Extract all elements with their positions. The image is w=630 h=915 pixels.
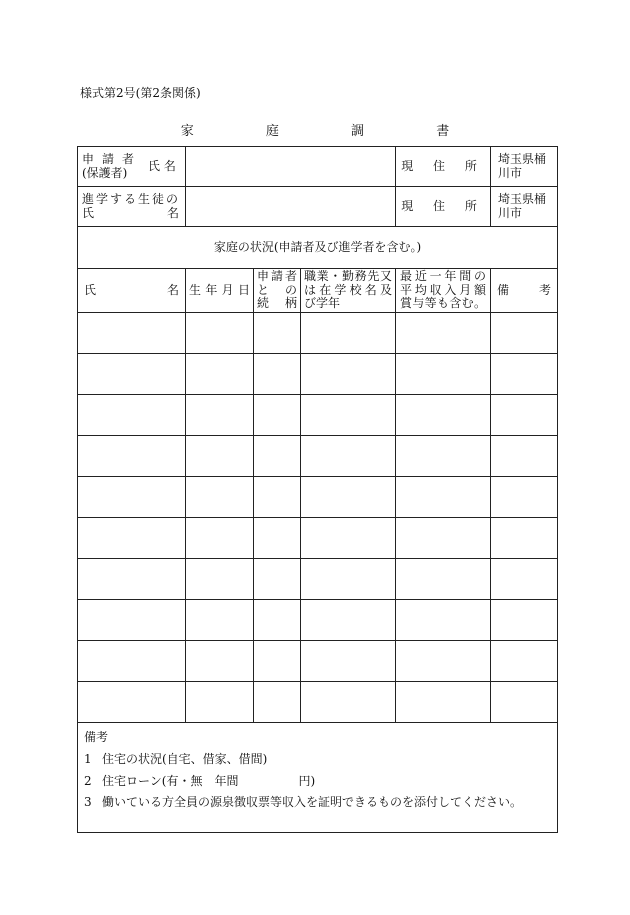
family-relation-cell[interactable] — [254, 559, 301, 600]
family-remarks-cell[interactable] — [491, 436, 558, 477]
family-birthdate-cell[interactable] — [186, 600, 254, 641]
family-occupation-cell[interactable] — [301, 682, 396, 723]
note-number: 2 — [84, 773, 92, 788]
col-header-occupation — [301, 269, 396, 313]
family-remarks-cell[interactable] — [491, 395, 558, 436]
family-birthdate-cell[interactable] — [186, 518, 254, 559]
applicant-address-label: 現 住 所 — [396, 147, 491, 187]
family-relation-cell[interactable] — [254, 641, 301, 682]
note-number: 1 — [84, 751, 92, 766]
col-header-relation-3: 続 柄 — [257, 296, 297, 311]
family-occupation-cell[interactable] — [301, 313, 396, 354]
family-birthdate-cell[interactable] — [186, 354, 254, 395]
family-remarks-cell[interactable] — [491, 682, 558, 723]
family-row — [78, 395, 558, 436]
col-header-occupation-1: 職業・勤務先又 — [304, 268, 393, 283]
family-occupation-cell[interactable] — [301, 600, 396, 641]
col-header-remarks-a: 備 — [497, 282, 510, 297]
student-label-cell — [78, 187, 186, 227]
family-name-cell[interactable] — [78, 436, 186, 477]
note-text: 住宅ローン(有・無 年間 円) — [102, 773, 316, 788]
family-row — [78, 641, 558, 682]
family-income-cell[interactable] — [396, 436, 491, 477]
student-address-field[interactable] — [491, 187, 558, 227]
student-name-label-b: 名 — [166, 205, 179, 220]
col-header-occupation-3: び学年 — [304, 296, 341, 311]
family-name-cell[interactable] — [78, 477, 186, 518]
col-header-relation-1: 申請者 — [257, 268, 297, 283]
family-remarks-cell[interactable] — [491, 354, 558, 395]
student-address-value: 埼玉県桶川市 — [498, 191, 547, 220]
col-header-relation — [254, 269, 301, 313]
family-name-cell[interactable] — [78, 641, 186, 682]
guardian-label: (保護者) — [82, 165, 128, 180]
col-header-name — [78, 269, 186, 313]
note-item — [84, 796, 551, 810]
family-birthdate-cell[interactable] — [186, 313, 254, 354]
family-birthdate-cell[interactable] — [186, 559, 254, 600]
family-remarks-cell[interactable] — [491, 559, 558, 600]
note-item — [84, 753, 551, 767]
family-row — [78, 354, 558, 395]
note-text: 住宅の状況(自宅、借家、借間) — [102, 751, 268, 766]
family-income-cell[interactable] — [396, 600, 491, 641]
applicant-name-field[interactable] — [186, 147, 396, 187]
family-occupation-cell[interactable] — [301, 477, 396, 518]
family-relation-cell[interactable] — [254, 354, 301, 395]
notes-section — [78, 723, 558, 833]
family-remarks-cell[interactable] — [491, 600, 558, 641]
family-row — [78, 477, 558, 518]
applicant-label: 申 請 者 — [82, 151, 134, 166]
student-name-field[interactable] — [186, 187, 396, 227]
family-birthdate-cell[interactable] — [186, 641, 254, 682]
note-text: 働いている方全員の源泉徴収票等収入を証明できるものを添付してください。 — [102, 795, 523, 810]
applicant-address-field[interactable] — [491, 147, 558, 187]
family-row — [78, 682, 558, 723]
family-relation-cell[interactable] — [254, 436, 301, 477]
family-occupation-cell[interactable] — [301, 641, 396, 682]
col-header-name-b: 名 — [166, 282, 179, 297]
family-remarks-cell[interactable] — [491, 477, 558, 518]
family-section-row — [78, 227, 558, 269]
col-header-income-3: 賞与等も含む。 — [400, 296, 487, 311]
family-income-cell[interactable] — [396, 518, 491, 559]
family-relation-cell[interactable] — [254, 518, 301, 559]
notes-row — [78, 723, 558, 833]
applicant-row — [78, 147, 558, 187]
family-name-cell[interactable] — [78, 559, 186, 600]
student-label: 進学する生徒の — [82, 191, 181, 206]
family-row — [78, 436, 558, 477]
family-income-cell[interactable] — [396, 682, 491, 723]
col-header-occupation-2: は在学校名及 — [304, 282, 393, 297]
family-row — [78, 600, 558, 641]
family-header-row — [78, 269, 558, 313]
col-header-relation-2: と の — [257, 282, 297, 297]
family-birthdate-cell[interactable] — [186, 395, 254, 436]
family-name-cell[interactable] — [78, 313, 186, 354]
note-number: 3 — [84, 795, 92, 810]
family-section-title: 家庭の状況(申請者及び進学者を含む。) — [78, 227, 558, 269]
family-name-cell[interactable] — [78, 600, 186, 641]
family-birthdate-cell[interactable] — [186, 477, 254, 518]
family-remarks-cell[interactable] — [491, 641, 558, 682]
family-survey-form — [77, 146, 558, 833]
applicant-address-value: 埼玉県桶川市 — [498, 151, 547, 180]
student-address-label: 現 住 所 — [396, 187, 491, 227]
family-income-cell[interactable] — [396, 313, 491, 354]
col-header-income-1: 最近一年間の — [400, 268, 487, 283]
family-income-cell[interactable] — [396, 477, 491, 518]
student-row — [78, 187, 558, 227]
family-birthdate-cell[interactable] — [186, 682, 254, 723]
applicant-name-label: 氏 名 — [148, 158, 176, 173]
family-income-cell[interactable] — [396, 354, 491, 395]
family-name-cell[interactable] — [78, 395, 186, 436]
family-row — [78, 313, 558, 354]
family-income-cell[interactable] — [396, 641, 491, 682]
family-name-cell[interactable] — [78, 682, 186, 723]
family-occupation-cell[interactable] — [301, 559, 396, 600]
family-relation-cell[interactable] — [254, 395, 301, 436]
col-header-name-a: 氏 — [84, 282, 97, 297]
family-income-cell[interactable] — [396, 559, 491, 600]
col-header-income — [396, 269, 491, 313]
document-title: 家 庭 調 書 — [180, 124, 484, 139]
family-occupation-cell[interactable] — [301, 436, 396, 477]
family-relation-cell[interactable] — [254, 682, 301, 723]
family-relation-cell[interactable] — [254, 313, 301, 354]
family-occupation-cell[interactable] — [301, 395, 396, 436]
family-row — [78, 559, 558, 600]
family-birthdate-cell[interactable] — [186, 436, 254, 477]
student-name-label-a: 氏 — [82, 205, 95, 220]
note-item — [84, 775, 551, 789]
family-row — [78, 518, 558, 559]
family-relation-cell[interactable] — [254, 600, 301, 641]
family-income-cell[interactable] — [396, 395, 491, 436]
col-header-remarks — [491, 269, 558, 313]
family-name-cell[interactable] — [78, 518, 186, 559]
col-header-remarks-b: 考 — [539, 282, 552, 297]
form-number: 様式第2号(第2条関係) — [80, 86, 201, 100]
family-name-cell[interactable] — [78, 354, 186, 395]
col-header-birthdate: 生 年 月 日 — [186, 269, 254, 313]
col-header-income-2: 平均収入月額 — [400, 282, 487, 297]
family-remarks-cell[interactable] — [491, 518, 558, 559]
family-relation-cell[interactable] — [254, 477, 301, 518]
family-occupation-cell[interactable] — [301, 354, 396, 395]
applicant-label-cell — [78, 147, 186, 187]
family-remarks-cell[interactable] — [491, 313, 558, 354]
notes-title: 備考 — [84, 730, 109, 744]
family-occupation-cell[interactable] — [301, 518, 396, 559]
